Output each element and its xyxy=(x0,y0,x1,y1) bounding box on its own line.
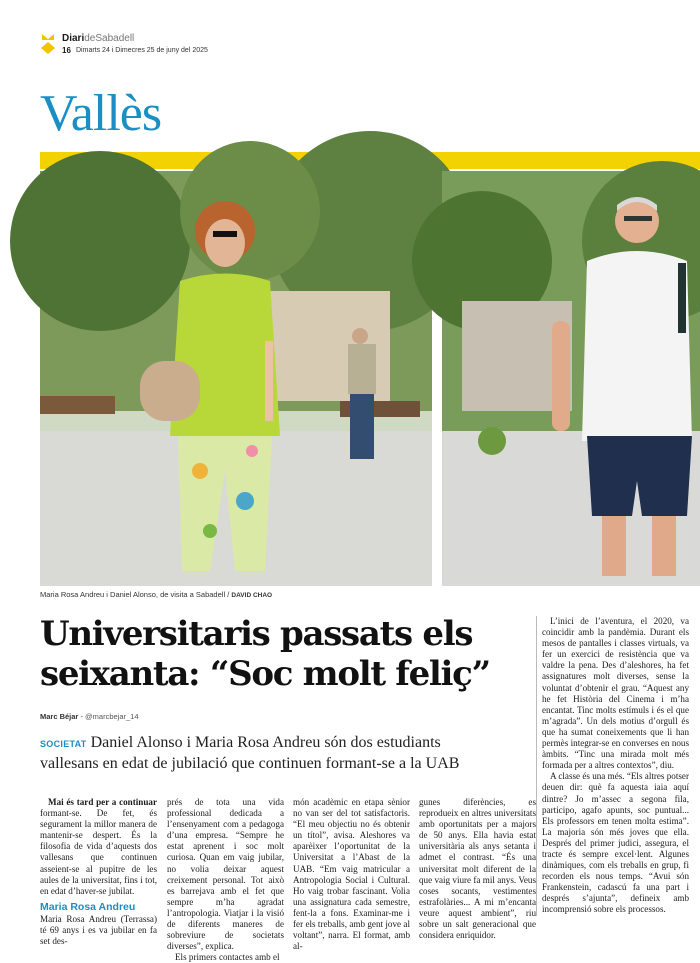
body-text: prés de tota una vida professional dedicada a l’ensenyament com a pedagoga d’una empresa. “Sempre he estat aprenent i soc molt curiosa. Quan em vaig jubilar, no volia deixar aquest creixement personal. Tot això es barrejava amb el fet que sempre m’ha agradat l’antropologia. Viatjar i la visió de diferents maneres de sobreviure de societats diverses”, explica. xyxy=(167,797,284,952)
body-column-2 xyxy=(167,797,284,963)
body-text: L’inici de l’aventura, el 2020, va coincidir amb la pandèmia. Durant els mesos de pantalles i classes virtuals, va fer un exercici de resistència que va valdre la pena. Des d’aleshores, ha fet assignatures molt diverses, sense la voluntat d’obtenir el grau. “Aquest any he fet Història del Cinema i m’ha encantat. Tinc molts estímuls i és el que m’agrada”. Un dels motius d’orgull és que ha sumat coneixements que li han permès integrar-se en converses en nous àmbits. “Tinc una mirada molt més formada per a altres contextos”, diu. xyxy=(542,616,689,771)
caption-text: Maria Rosa Andreu i Daniel Alonso, de visita a Sabadell xyxy=(40,590,226,599)
page-number: 16 xyxy=(62,46,71,55)
body-column-1 xyxy=(40,797,157,947)
body-text: formant-se. De fet, és segurament la millor manera de mantenir-se despert. És la filosofia de vida d’aquests dos vallesans que continuen asseient-se al pupitre de les aules de la universitat, fins i tot, en edat d’haver-se jubilat. xyxy=(40,808,157,896)
lead-in: Mai és tard per a continuar xyxy=(48,797,157,807)
body-text: Maria Rosa Andreu (Terrassa) té 69 anys i es va jubilar en fa set des- xyxy=(40,913,157,947)
author-name: Marc Béjar xyxy=(40,712,79,721)
masthead xyxy=(40,32,680,58)
newspaper-logo-icon xyxy=(40,34,56,54)
photo-daniel-alonso xyxy=(442,171,700,586)
newspaper-name xyxy=(62,33,134,44)
article-standfirst xyxy=(40,733,500,773)
photo-maria-rosa-andreu xyxy=(40,171,432,586)
body-text: A classe és una més. “Els altres potser deuen dir: què fa aquesta iaia aquí dintre? Jo m’assec a segona fila, participo, agafo apunts, soc puntual... Els professors em tenen molta estima”. La majoria són més joves que ella. Després del primer judici, assegura, el tracte és sempre excel·lent. Algunes dinàmiques, com els treballs en grup, fi recorden els nous temps. “Avui són Frankenstein, cadascú fa una part i després s’ajunta”, defineix amb incomprensió sobre els processos. xyxy=(542,771,689,915)
article-headline: Universitaris passats els seixanta: “Soc molt feliç” xyxy=(40,614,490,694)
byline-separator: - xyxy=(80,712,83,721)
author-handle: @marcbejar_14 xyxy=(85,712,139,721)
byline xyxy=(40,712,139,721)
body-text: món acadèmic en etapa sènior no van ser del tot satisfactoris. “El meu objectiu no és obtenir un títol”, avisa. Aleshores va aparèixer l’oportunitat de la Universitat a l’Abast de la UAB. “Em vaig matricular a Antropologia Social i Cultural. Ho vaig trobar fascinant. Volia una assignatura cada semestre, fent-la a fons. Examinar-me i fer els treballs, amb gent jove al voltant”, narra. El format, amb al- xyxy=(293,797,410,952)
body-text: gunes diferències, es reprodueix en altres universitats amb oportunitats per a majors de 50 anys. Ella havia estat universitària als anys setanta i admet el contrast. “És una universitat molt diferent de la que vaig viure fa mil anys. Veus coses socants, vestimentes estrafolàries... A mi m’encanta veure aquest ambient”, riu sobre un salt generacional que considera enriquidor. xyxy=(419,797,536,941)
body-column-4 xyxy=(419,797,536,941)
section-tag: SOCIETAT xyxy=(40,739,87,749)
newspaper-name-bold: Diari xyxy=(62,33,85,44)
body-column-5 xyxy=(542,616,689,916)
subhead-maria-rosa: Maria Rosa Andreu xyxy=(40,900,136,913)
standfirst-text: Daniel Alonso i Maria Rosa Andreu són dos estudiants vallesans en edat de jubilació que continuen formant-se a la UAB xyxy=(40,734,460,772)
caption-separator: / xyxy=(227,590,230,599)
newspaper-name-light: deSabadell xyxy=(84,33,135,44)
body-text: Els primers contactes amb el xyxy=(175,952,280,963)
photo-caption xyxy=(40,590,272,599)
column-divider xyxy=(536,616,537,916)
body-column-3 xyxy=(293,797,410,952)
photo-credit: DAVID CHAO xyxy=(231,592,273,599)
issue-date: Dimarts 24 i Dimecres 25 de juny del 2025 xyxy=(76,47,208,54)
section-title: Vallès xyxy=(40,85,162,142)
